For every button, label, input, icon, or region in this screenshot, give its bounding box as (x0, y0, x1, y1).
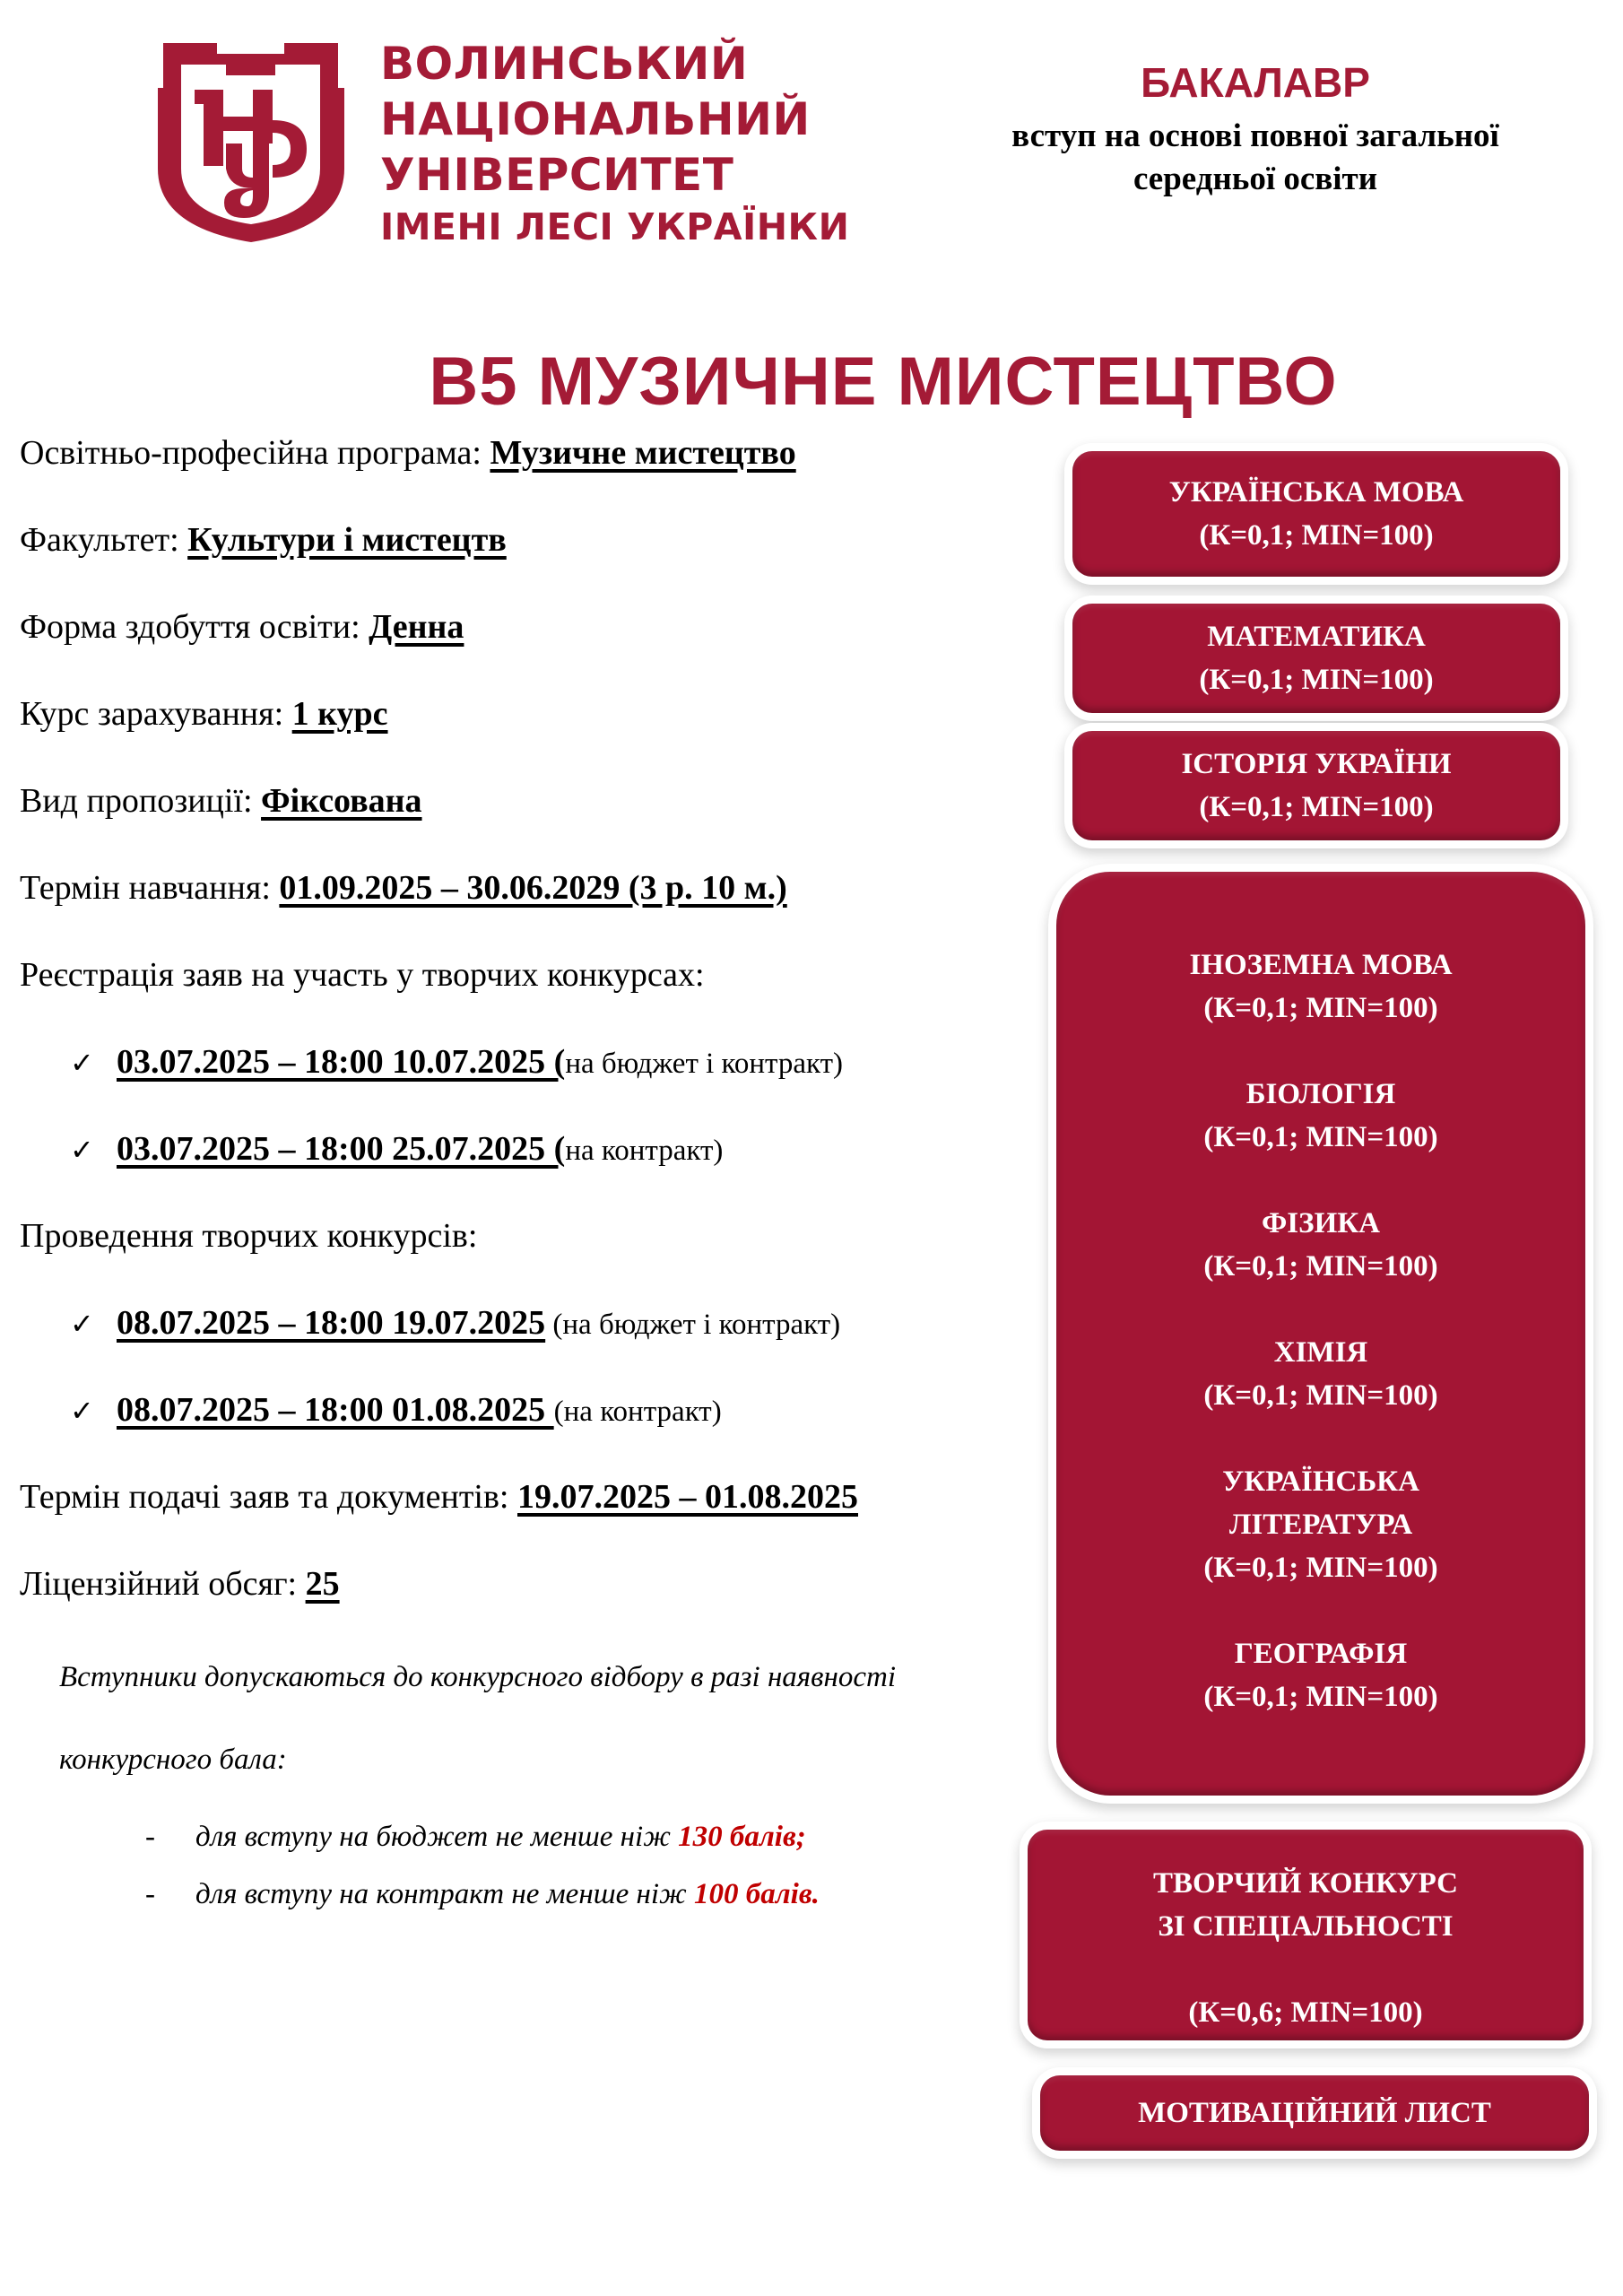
registration-item (70, 1041, 843, 1084)
registration-dates: 03.07.2025 – 18:00 25.07.2025 ( (117, 1130, 566, 1168)
threshold-value: 130 балів; (678, 1821, 806, 1853)
degree-subtitle-line: середньої освіти (1133, 161, 1378, 197)
offer-type-row (20, 780, 422, 822)
university-name-line: УНІВЕРСИТЕТ (380, 149, 734, 201)
offer-type-value: Фіксована (261, 782, 422, 820)
degree-subtitle-line: вступ на основі повної загальної (1011, 117, 1499, 154)
contest-note: (на контракт) (553, 1396, 722, 1428)
checkmark-icon: ✓ (70, 1395, 94, 1427)
subject-name: ГЕОГРАФІЯ (1234, 1638, 1408, 1670)
subject-coefficient: (К=0,1; MIN=100) (1203, 1250, 1438, 1283)
subject-coefficient: (К=0,1; MIN=100) (1199, 519, 1434, 552)
submission-label: Термін подачі заяв та документів: (20, 1478, 517, 1516)
subject-coefficient: (К=0,1; MIN=100) (1203, 1552, 1438, 1584)
faculty-label: Факультет: (20, 521, 188, 559)
threshold-value: 100 балів. (694, 1878, 820, 1910)
university-shield-logo-icon (154, 34, 347, 245)
offer-type-label: Вид пропозиції: (20, 782, 262, 820)
submission-value: 19.07.2025 – 01.08.2025 (517, 1478, 858, 1516)
bullet-dash: - (145, 1878, 155, 1910)
subject-coefficient: (К=0,1; MIN=100) (1199, 664, 1434, 696)
subject-name: УКРАЇНСЬКА МОВА (1168, 476, 1464, 509)
form-label: Форма здобуття освіти: (20, 608, 369, 646)
study-term-value: 01.09.2025 – 30.06.2029 (3 р. 10 м.) (279, 869, 787, 907)
degree-title: БАКАЛАВР (1141, 59, 1370, 106)
subject-name: ХІМІЯ (1273, 1336, 1368, 1369)
course-label: Курс зарахування: (20, 695, 292, 733)
study-term-label: Термін навчання: (20, 869, 280, 907)
elective-subject (1056, 1073, 1585, 1159)
registration-note: на контракт) (565, 1135, 724, 1167)
form-row (20, 606, 464, 648)
elective-subject (1056, 1632, 1585, 1718)
elective-subject (1056, 1331, 1585, 1417)
contest-item (70, 1389, 722, 1432)
subject-coefficient: (К=0,1; MIN=100) (1203, 1121, 1438, 1153)
university-name-line: ВОЛИНСЬКИЙ (380, 38, 749, 90)
checkmark-icon: ✓ (70, 1134, 94, 1166)
program-label: Освітньо-професійна програма: (20, 434, 490, 472)
license-value: 25 (305, 1565, 340, 1603)
creative-contest-name: ЗІ СПЕЦІАЛЬНОСТІ (1158, 1910, 1454, 1943)
checkmark-icon: ✓ (70, 1047, 94, 1079)
threshold-text: для вступу на бюджет не менше ніж (195, 1821, 679, 1853)
subject-name: ЛІТЕРАТУРА (1228, 1509, 1413, 1541)
submission-row (20, 1476, 858, 1518)
creative-contest-name: ТВОРЧИЙ КОНКУРС (1153, 1867, 1458, 1900)
checkmark-icon: ✓ (70, 1308, 94, 1340)
subject-name: УКРАЇНСЬКА (1222, 1465, 1419, 1498)
registration-label: Реєстрація заяв на участь у творчих конкурсах: (20, 956, 705, 994)
subject-box-mathematics (1072, 604, 1560, 713)
subject-coefficient: (К=0,1; MIN=100) (1203, 992, 1438, 1024)
course-value: 1 курс (291, 695, 388, 733)
subject-coefficient: (К=0,1; MIN=100) (1203, 1379, 1438, 1412)
subject-name: ІНОЗЕМНА МОВА (1189, 949, 1453, 981)
license-label: Ліцензійний обсяг: (20, 1565, 306, 1603)
registration-note: на бюджет і контракт) (565, 1048, 844, 1080)
subject-name: ФІЗИКА (1261, 1207, 1381, 1239)
elective-subjects-box (1056, 872, 1585, 1796)
creative-contest-coefficient: (К=0,6; MIN=100) (1188, 1996, 1423, 2029)
contest-item (70, 1302, 840, 1345)
contest-dates: 08.07.2025 – 18:00 01.08.2025 (117, 1391, 554, 1429)
registration-item (70, 1128, 723, 1171)
subject-coefficient: (К=0,1; MIN=100) (1199, 791, 1434, 823)
contests-label: Проведення творчих конкурсів: (20, 1217, 478, 1255)
program-row (20, 432, 796, 474)
elective-subject (1056, 944, 1585, 1030)
elective-subject (1056, 1460, 1585, 1589)
degree-block (959, 56, 1551, 201)
creative-contest-box (1028, 1830, 1584, 2040)
elective-subject (1056, 1202, 1585, 1288)
motivation-letter-label: МОТИВАЦІЙНИЙ ЛИСТ (1138, 2097, 1491, 2129)
contest-dates: 08.07.2025 – 18:00 19.07.2025 (117, 1304, 546, 1342)
admission-note-line: конкурсного бала: (59, 1744, 287, 1776)
university-name-line: НАЦІОНАЛЬНИЙ (380, 93, 811, 145)
license-row (20, 1563, 340, 1605)
subject-name: ІСТОРІЯ УКРАЇНИ (1181, 748, 1452, 780)
subject-name: БІОЛОГІЯ (1245, 1078, 1396, 1110)
degree-subtitle (959, 115, 1551, 201)
study-term-row (20, 867, 787, 909)
subject-box-history-of-ukraine (1072, 731, 1560, 840)
course-row (20, 693, 388, 735)
faculty-value: Культури і мистецтв (187, 521, 507, 559)
contest-note: (на бюджет і контракт) (545, 1309, 841, 1341)
university-name-line: ІМЕНІ ЛЕСІ УКРАЇНКИ (380, 205, 850, 248)
university-logo (154, 34, 854, 267)
faculty-row (20, 519, 507, 561)
bullet-dash: - (145, 1821, 155, 1853)
page-title: B5 МУЗИЧНЕ МИСТЕЦТВО (429, 344, 1338, 420)
subject-coefficient: (К=0,1; MIN=100) (1203, 1681, 1438, 1713)
program-value: Музичне мистецтво (490, 434, 796, 472)
form-value: Денна (369, 608, 464, 646)
threshold-text: для вступу на контракт не менше ніж (195, 1878, 694, 1910)
university-name (380, 36, 849, 251)
admission-note-line: Вступники допускаються до конкурсного відбору в разі наявності (59, 1661, 896, 1693)
subject-name: МАТЕМАТИКА (1207, 621, 1426, 653)
subject-box-ukrainian-language (1072, 451, 1560, 577)
motivation-letter-box (1040, 2075, 1589, 2151)
registration-dates: 03.07.2025 – 18:00 10.07.2025 ( (117, 1043, 566, 1081)
